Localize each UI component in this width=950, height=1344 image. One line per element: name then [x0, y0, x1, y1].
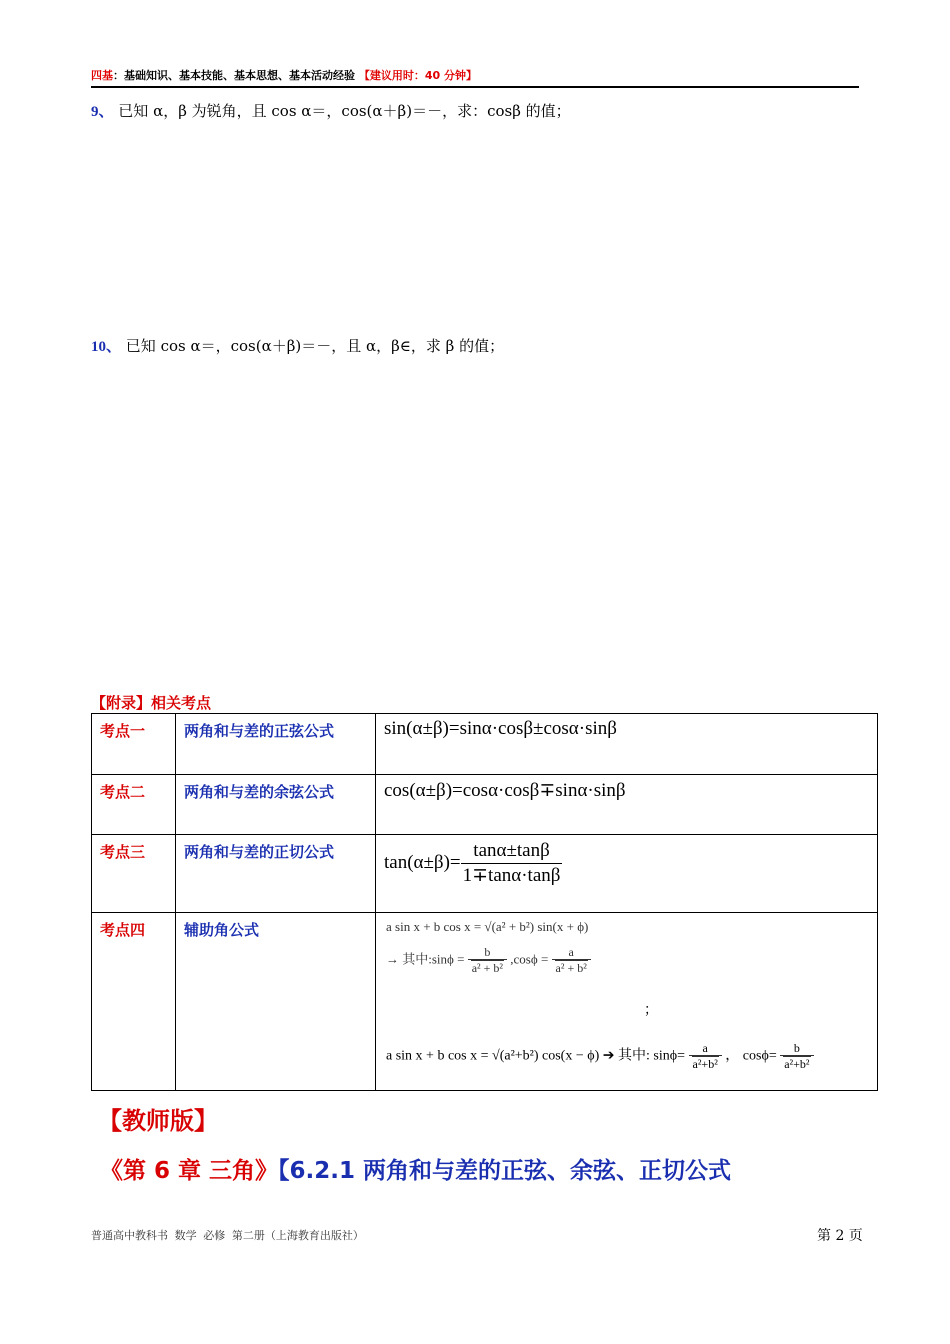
- fraction: $\frac{b}{\text{a²+b²}}$: [780, 1041, 813, 1072]
- aux-formula-line2: → 其中:sinϕ = $\frac{b}{\text{a² + b²}}$ ,cosϕ = $\frac{a}{\text{a² + b²}}$: [386, 945, 591, 976]
- key-point-name: 两角和与差的正弦公式: [176, 714, 376, 775]
- question-text: 已知 α，β 为锐角，且 cos α＝，cos(α＋β)＝－，求：cosβ 的值；: [118, 102, 571, 120]
- formula: cos(α±β)=cosα·cosβ∓sinα·sinβ: [376, 775, 878, 835]
- formula: sin(α±β)=sinα·cosβ±cosα·sinβ: [376, 714, 878, 775]
- aux-formula-line3: a sin x + b cos x = √(a²+b²) cos(x − ϕ) ➔ 其中: sinϕ= $\frac{a}{\text{a²+b²}}$ ， cosϕ= $\frac{b}{\text{a²+b²}}$: [386, 1041, 814, 1072]
- semicolon: ；: [644, 1002, 658, 1018]
- key-point-name: 两角和与差的正切公式: [176, 835, 376, 913]
- page-number: 第 2 页: [817, 1228, 863, 1244]
- key-point-id: 考点三: [92, 835, 176, 913]
- header-prefix: 四基: [91, 69, 113, 82]
- table-row: [92, 913, 878, 1091]
- key-point-id: 考点一: [92, 714, 176, 775]
- key-point-name: 辅助角公式: [176, 913, 376, 1091]
- formula-left: tan(α±β)=: [384, 851, 461, 873]
- header-items: ：基础知识、基本技能、基本思想、基本活动经验: [113, 69, 355, 82]
- question-number: 10: [91, 339, 106, 355]
- question-10: 10、 已知 cos α＝，cos(α＋β)＝－，且 α，β∈，求 β 的值；: [91, 337, 505, 355]
- key-point-id: 考点四: [92, 913, 176, 1091]
- fraction-denominator: 1∓tanα·tanβ: [462, 865, 561, 886]
- fraction: $\frac{a}{\text{a²+b²}}$: [689, 1041, 722, 1072]
- footer-book-info: 普通高中教科书 数学 必修 第二册（上海教育出版社）: [91, 1229, 364, 1242]
- table-row: [92, 714, 878, 775]
- question-text: 已知 cos α＝，cos(α＋β)＝－，且 α，β∈，求 β 的值；: [125, 337, 505, 355]
- aux-formula-line1: a sin x + b cos x = √(a² + b²) sin(x + ϕ): [386, 919, 589, 934]
- lesson-title: 【6.2.1 两角和与差的正弦、余弦、正切公式: [278, 1158, 732, 1184]
- section-title: [100, 1152, 860, 1185]
- formula: [376, 835, 878, 913]
- key-point-name: 两角和与差的余弦公式: [176, 775, 376, 835]
- fraction: [461, 839, 563, 888]
- table-row: [92, 835, 878, 913]
- teacher-edition-label: 【教师版】: [98, 1107, 218, 1135]
- question-9: 9、 已知 α，β 为锐角，且 cos α＝，cos(α＋β)＝－，求：cosβ 的值；: [91, 102, 571, 120]
- header-time: 【建议用时：40 分钟】: [358, 69, 477, 82]
- fraction: $\frac{a}{\text{a² + b²}}$: [552, 945, 591, 976]
- question-number: 9: [91, 104, 99, 120]
- fraction: $\frac{b}{\text{a² + b²}}$: [468, 945, 507, 976]
- appendix-title: 【附录】相关考点: [91, 694, 212, 712]
- chapter-title: 《第 6 章 三角》: [100, 1158, 279, 1184]
- formula-block: [376, 913, 878, 1091]
- fraction-numerator: tanα±tanβ: [461, 839, 563, 864]
- table-row: [92, 775, 878, 835]
- key-points-table: [91, 713, 878, 1091]
- key-point-id: 考点二: [92, 775, 176, 835]
- page-header: [91, 68, 859, 88]
